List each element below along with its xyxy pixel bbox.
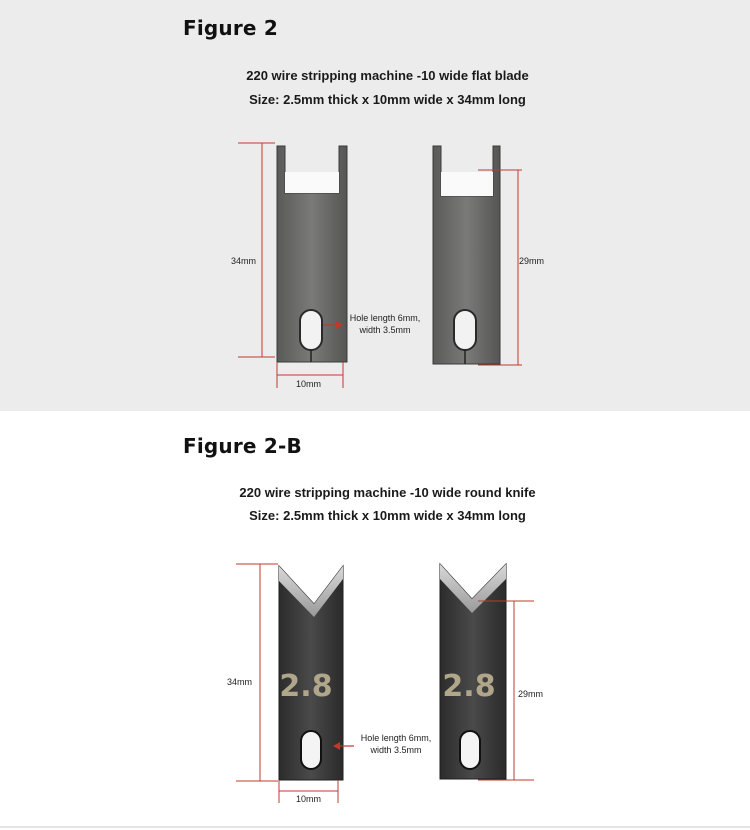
flat-blade-left [277, 146, 347, 362]
hole-note-line2: width 3.5mm [359, 325, 411, 335]
figure-2-title: Figure 2 [183, 16, 278, 40]
blade-hole [454, 310, 476, 350]
knife-marking: 2.8 [442, 669, 496, 704]
height-label-right: 29mm [519, 256, 545, 266]
height-label-right: 29mm [518, 689, 544, 699]
hole-note [350, 732, 442, 756]
round-knife-left [279, 566, 343, 780]
knife-hole [301, 731, 321, 769]
bottom-divider [0, 826, 750, 828]
round-knife-right [440, 564, 506, 779]
width-label: 10mm [296, 379, 322, 389]
knife-marking: 2.8 [279, 669, 333, 704]
blade-slot-highlight [441, 172, 493, 196]
width-label: 10mm [296, 794, 322, 804]
figure-2-caption-line1: 220 wire stripping machine -10 wide flat blade [246, 68, 529, 83]
figure-2b-title: Figure 2-B [183, 434, 302, 458]
figure-2b-caption-line2: Size: 2.5mm thick x 10mm wide x 34mm long [249, 508, 526, 523]
figure-2b-caption-line1: 220 wire stripping machine -10 wide round knife [239, 485, 536, 500]
knife-hole [460, 731, 480, 769]
figure-2-drawing [0, 0, 750, 411]
flat-blade-right [433, 146, 500, 364]
figure-2b-panel [0, 411, 750, 830]
height-label-left: 34mm [227, 677, 253, 687]
height-label-left: 34mm [231, 256, 257, 266]
blade-hole [300, 310, 322, 350]
hole-note-line1: Hole length 6mm, [349, 313, 421, 323]
figure-2b-drawing [0, 411, 750, 830]
hole-note-line1: Hole length 6mm, [360, 733, 432, 743]
hole-note-line2: width 3.5mm [370, 745, 422, 755]
figure-2-caption-line2: Size: 2.5mm thick x 10mm wide x 34mm long [249, 92, 526, 107]
figure-2-panel [0, 0, 750, 411]
blade-slot-highlight [285, 172, 339, 193]
hole-note [340, 312, 430, 336]
